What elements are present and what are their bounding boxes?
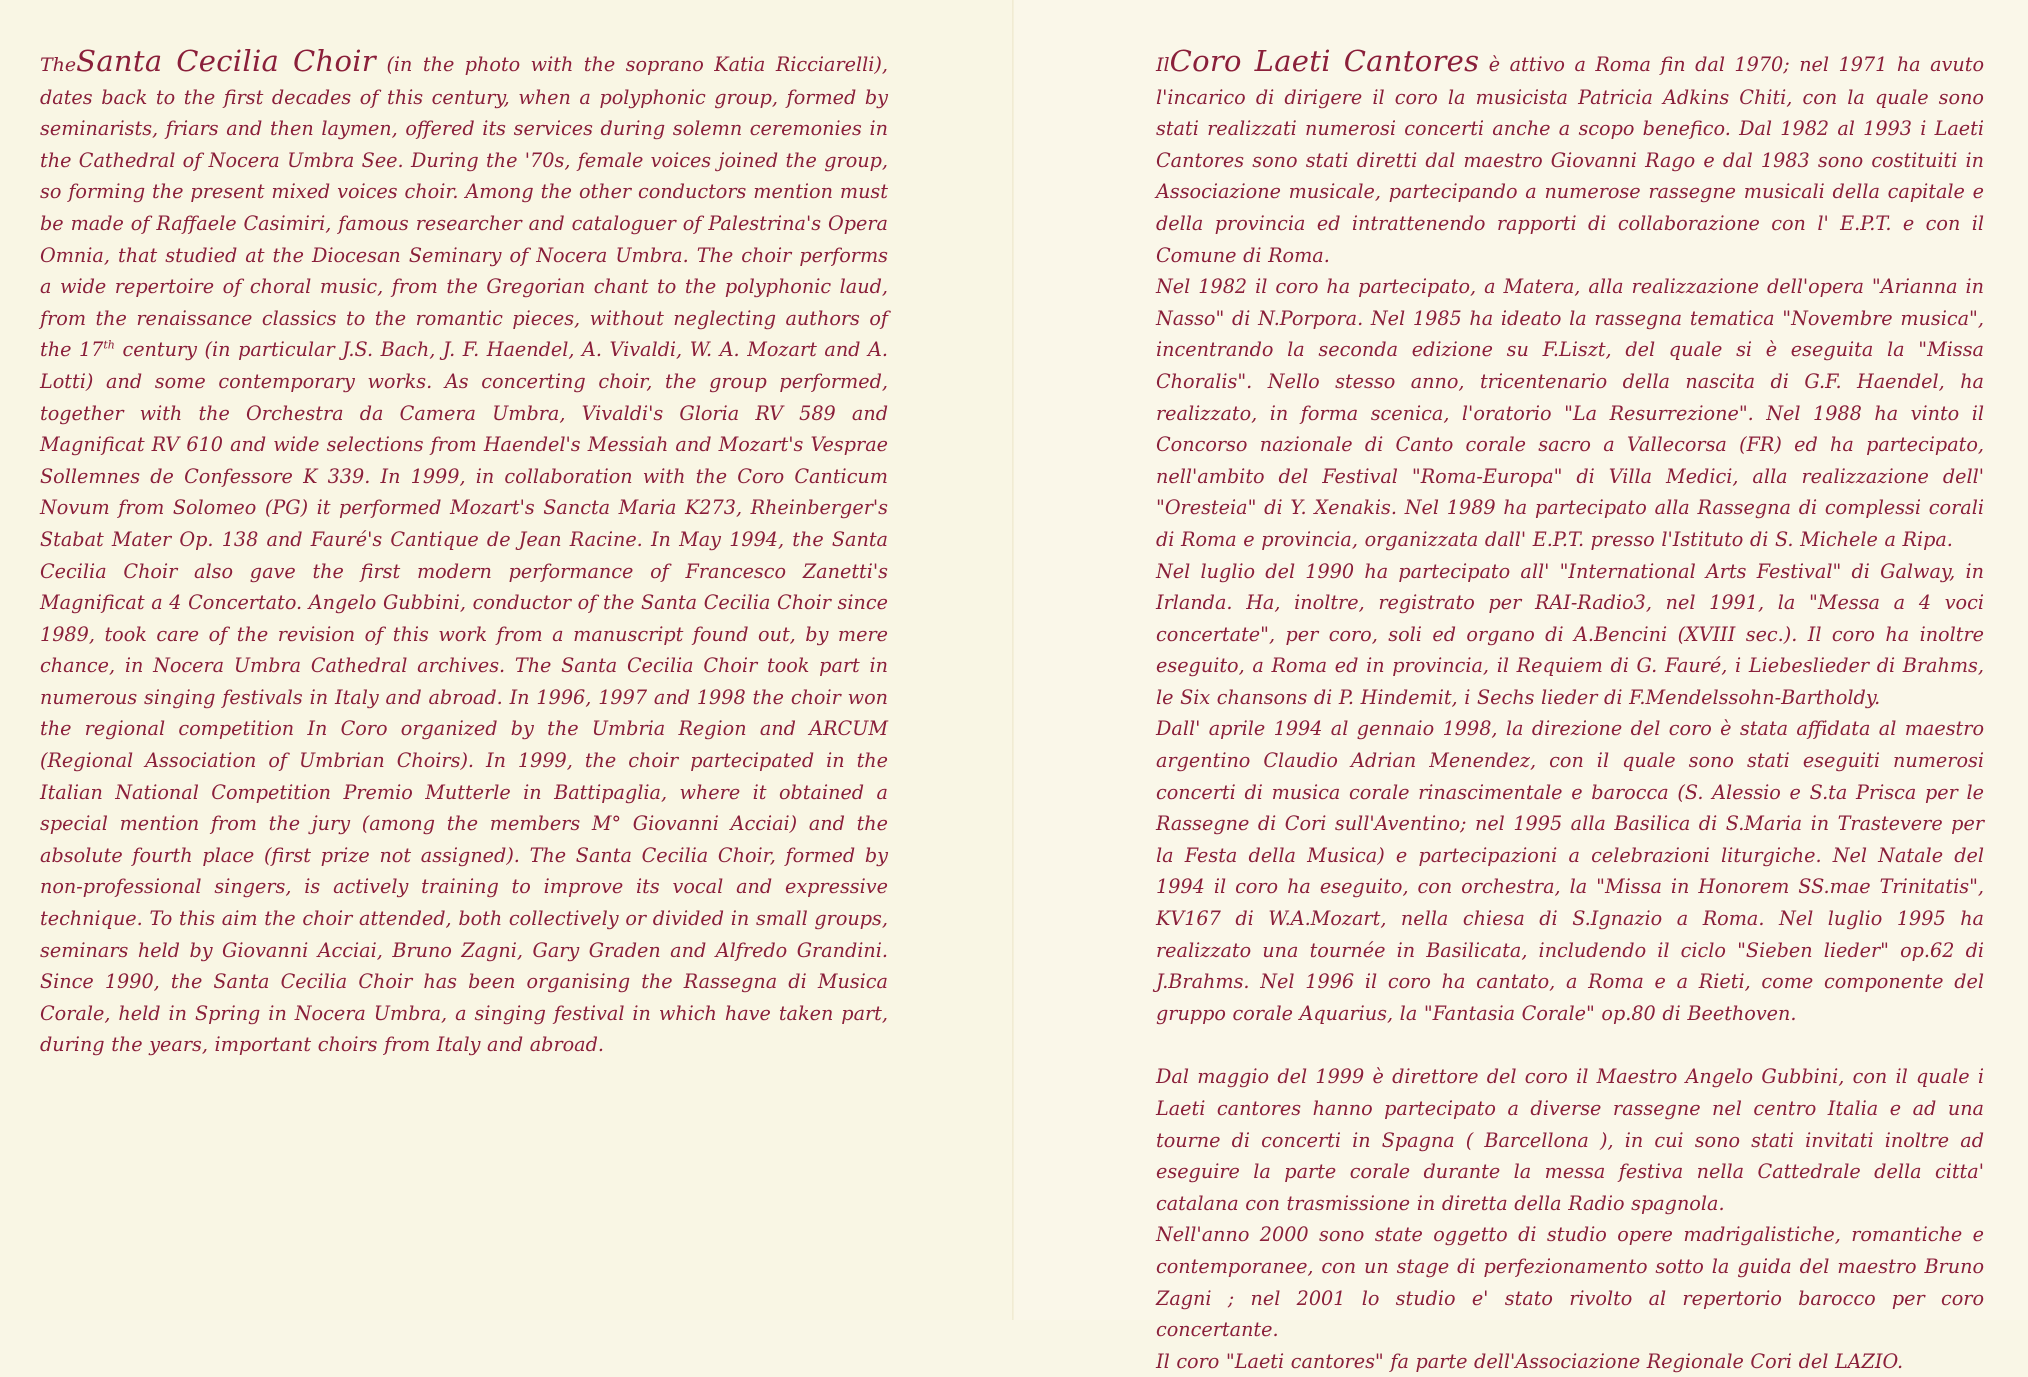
- coro-laeti-cantores-text: [1156, 46, 1984, 1377]
- ordinal-suffix: th: [103, 338, 115, 352]
- right-title-lead: Il: [1156, 54, 1170, 76]
- right-page: [1014, 0, 2028, 1373]
- right-paragraph-6: Nell'anno 2000 sono state oggetto di studio opere madrigalistiche, romantiche e contemporanee, con un stage di perfezionamento sotto la guida del maestro Bruno Zagni ; nel 2001 lo studio e' stato rivolto al repertorio barocco per coro concertante.: [1156, 1223, 1984, 1342]
- paragraph-gap: [1156, 1029, 1984, 1061]
- left-title-lead: The: [40, 54, 77, 76]
- right-paragraph-1: [1156, 46, 1984, 271]
- right-paragraph-7: Il coro "Laeti cantores" fa parte dell'Associazione Regionale Cori del LAZIO.: [1156, 1349, 1904, 1373]
- right-paragraph-3: Nel luglio del 1990 ha partecipato all' "International Arts Festival" di Galway, in Irlanda. Ha, inoltre, registrato per RAI-Radio3, nel 1991, la "Messa a 4 voci concertate", per coro, soli ed organo di A.Bencini (XVIII sec.). Il coro ha inoltre eseguito, a Roma ed in provincia, il Requiem di G. Fauré, i Liebeslieder di Brahms, le Six chansons di P. Hindemit, i Sechs lieder di F.Mendelssohn-Bartholdy.: [1156, 559, 1984, 709]
- santa-cecilia-choir-text: [40, 46, 888, 1061]
- right-paragraph-5: Dal maggio del 1999 è direttore del coro il Maestro Angelo Gubbini, con il quale i Laeti cantores hanno partecipato a diverse rassegne nel centro Italia e ad una tourne di concerti in Spagna ( Barcellona ), in cui sono stati invitati inoltre ad eseguire la parte corale durante la messa festiva nella Cattedrale della citta' catalana con trasmissione in diretta della Radio spagnola.: [1156, 1065, 1984, 1215]
- left-page: [0, 0, 1014, 1320]
- right-title: Coro Laeti Cantores: [1169, 44, 1480, 78]
- right-paragraph-2: Nel 1982 il coro ha partecipato, a Matera, alla realizzazione dell'opera "Arianna in Nasso" di N.Porpora. Nel 1985 ha ideato la rassegna tematica "Novembre musica", incentrando la seconda edizione su F.Liszt, del quale si è eseguita la "Missa Choralis". Nello stesso anno, tricentenario della nascita di G.F. Haendel, ha realizzato, in forma scenica, l'oratorio "La Resurrezione". Nel 1988 ha vinto il Concorso nazionale di Canto corale sacro a Vallecorsa (FR) ed ha partecipato, nell'ambito del Festival "Roma-Europa" di Villa Medici, alla realizzazione dell' "Oresteia" di Y. Xenakis. Nel 1989 ha partecipato alla Rassegna di complessi corali di Roma e provincia, organizzata dall' E.P.T. presso l'Istituto di S. Michele a Ripa.: [1156, 275, 1984, 551]
- left-paragraph-1-text: (in the photo with the soprano Katia Ricciarelli), dates back to the first decades of this century, when a polyphonic group, formed by seminarists, friars and then laymen, offered its services during solemn ceremonies in the Cathedral of Nocera Umbra See. During the '70s, female voices joined the group, so forming the present mixed voices choir. Among the other conductors mention must be made of Raffaele Casimiri, famous researcher and cataloguer of Palestrina's Opera Omnia, that studied at the Diocesan Seminary of Nocera Umbra. The choir performs a wide repertoire of choral music, from the Gregorian chant to the polyphonic laud, from the renaissance classics to the romantic pieces, without neglecting authors of the 17: [40, 53, 888, 362]
- right-paragraph-4: Dall' aprile 1994 al gennaio 1998, la direzione del coro è stata affidata al maestro argentino Claudio Adrian Menendez, con il quale sono stati eseguiti numerosi concerti di musica corale rinascimentale e barocca (S. Alessio e S.ta Prisca per le Rassegne di Cori sull'Aventino; nel 1995 alla Basilica di S.Maria in Trastevere per la Festa della Musica) e partecipazioni a celebrazioni liturgiche. Nel Natale del 1994 il coro ha eseguito, con orchestra, la "Missa in Honorem SS.mae Trinitatis", KV167 di W.A.Mozart, nella chiesa di S.Ignazio a Roma. Nel luglio 1995 ha realizzato una tournée in Basilicata, includendo il ciclo "Sieben lieder" op.62 di J.Brahms. Nel 1996 il coro ha cantato, a Roma e a Rieti, come componente del gruppo corale Aquarius, la "Fantasia Corale" op.80 di Beethoven.: [1156, 717, 1984, 1025]
- left-title: Santa Cecilia Choir: [76, 44, 376, 78]
- left-paragraph-1: [40, 46, 888, 1061]
- left-paragraph-1-tail: century (in particular J.S. Bach, J. F. Haendel, A. Vivaldi, W. A. Mozart and A. Lotti) and some contemporary works. As concerting choir, the group performed, together with the Orchestra da Camera Umbra, Vivaldi's Gloria RV 589 and Magnificat RV 610 and wide selections from Haendel's Messiah and Mozart's Vesprae Sollemnes de Confessore K 339. In 1999, in collaboration with the Coro Canticum Novum from Solomeo (PG) it performed Mozart's Sancta Maria K273, Rheinberger's Stabat Mater Op. 138 and Fauré's Cantique de Jean Racine. In May 1994, the Santa Cecilia Choir also gave the first modern performance of Francesco Zanetti's Magnificat a 4 Concertato. Angelo Gubbini, conductor of the Santa Cecilia Choir since 1989, took care of the revision of this work from a manuscript found out, by mere chance, in Nocera Umbra Cathedral archives. The Santa Cecilia Choir took part in numerous singing festivals in Italy and abroad. In 1996, 1997 and 1998 the choir won the regional competition In Coro organized by the Umbria Region and ARCUM (Regional Association of Umbrian Choirs). In 1999, the choir partecipated in the Italian National Competition Premio Mutterle in Battipaglia, where it obtained a special mention from the jury (among the members M° Giovanni Acciai) and the absolute fourth place (first prize not assigned). The Santa Cecilia Choir, formed by non-professional singers, is actively training to improve its vocal and expressive technique. To this aim the choir attended, both collectively or divided in small groups, seminars held by Giovanni Acciai, Bruno Zagni, Gary Graden and Alfredo Grandini. Since 1990, the Santa Cecilia Choir has been organising the Rassegna di Musica Corale, held in Spring in Nocera Umbra, a singing festival in which have taken part, during the years, important choirs from Italy and abroad.: [40, 338, 888, 1057]
- right-paragraph-1-text: è attivo a Roma fin dal 1970; nel 1971 ha avuto l'incarico di dirigere il coro la musicista Patricia Adkins Chiti, con la quale sono stati realizzati numerosi concerti anche a scopo benefico. Dal 1982 al 1993 i Laeti Cantores sono stati diretti dal maestro Giovanni Rago e dal 1983 sono costituiti in Associazione musicale, partecipando a numerose rassegne musicali della capitale e della provincia ed intrattenendo rapporti di collaborazione con l' E.P.T. e con il Comune di Roma.: [1156, 53, 1984, 267]
